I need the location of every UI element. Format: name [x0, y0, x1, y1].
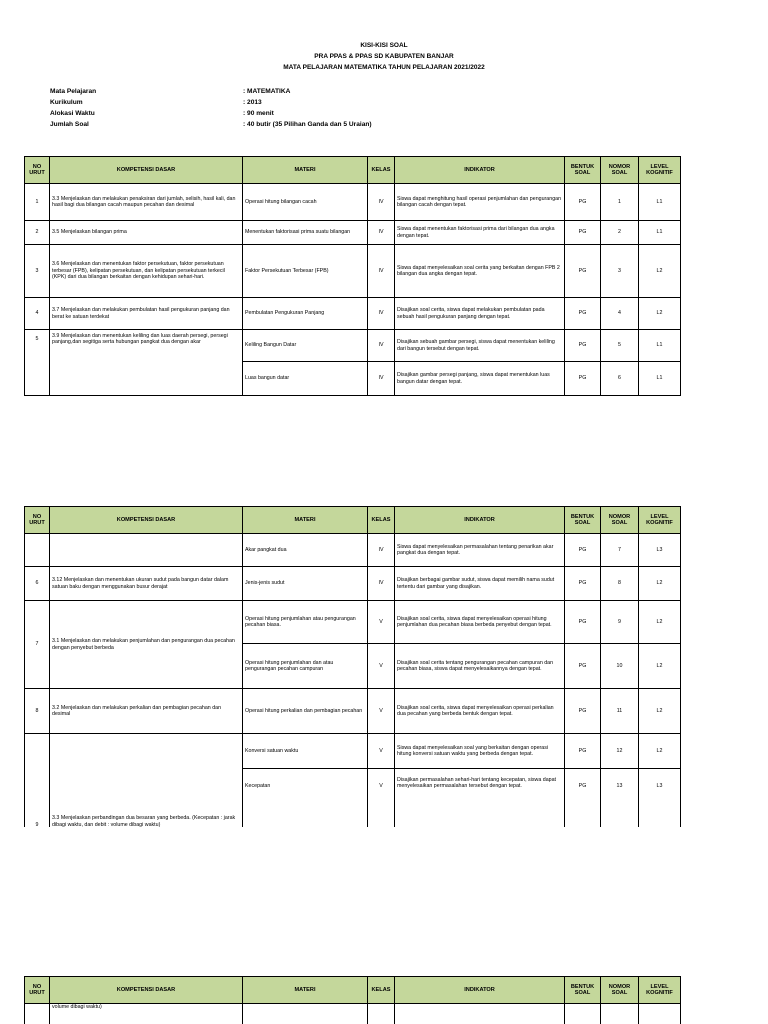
meta-value: : 40 butir (35 Pilihan Ganda dan 5 Uraian) [243, 121, 372, 128]
col-kelas: KELAS [368, 977, 395, 1004]
cell-bentuk: PG [565, 184, 601, 221]
cell-kd: 3.3 Menjelaskan dan melakukan penaksiran dari jumlah, selisih, hasil kali, dan hasil bagi dua bilangan cacah maupun pecahan dan desimal [50, 184, 243, 221]
cell-kd: 3.7 Menjelaskan dan melakukan pembulatan hasil pengukuran panjang dan berat ke satuan terdekat [50, 298, 243, 330]
cell-nomor: 11 [601, 689, 639, 734]
col-level: LEVEL KOGNITIF [639, 157, 681, 184]
cell-kelas: IV [368, 245, 395, 298]
cell-no: 7 [25, 601, 50, 689]
cell-kelas: V [368, 689, 395, 734]
col-no: NO URUT [25, 977, 50, 1004]
meta-label: Kurikulum [50, 99, 83, 106]
meta-value: : 2013 [243, 99, 262, 106]
cell-materi: Akar pangkat dua [243, 534, 368, 567]
cell-kelas: IV [368, 184, 395, 221]
page-3-region [0, 976, 768, 1024]
cell-nomor: 12 [601, 734, 639, 769]
cell-no: 2 [25, 221, 50, 245]
meta-value: : 90 menit [243, 110, 274, 117]
table-row [25, 184, 681, 221]
table-row [25, 534, 681, 567]
cell-level: L2 [639, 601, 681, 644]
cell-kd: 3.1 Menjelaskan dan melakukan penjumlahan dan pengurangan dua pecahan dengan penyebut berbeda [50, 601, 243, 689]
meta-value: : MATEMATIKA [243, 88, 291, 95]
cell-kd: 3.12 Menjelaskan dan menentukan ukuran sudut pada bangun datar dalam satuan baku dengan menggunakan busur derajat [50, 567, 243, 601]
col-kelas: KELAS [368, 507, 395, 534]
cell-kd [50, 534, 243, 567]
cell-indikator: Disajikan soal cerita, siswa dapat melakukan pembulatan pada sebuah hasil pengukuran panjang dengan tepat. [395, 298, 565, 330]
cell-level: L1 [639, 362, 681, 396]
cell-level: L1 [639, 221, 681, 245]
cell-level: L3 [639, 534, 681, 567]
col-bentuk: BENTUK SOAL [565, 157, 601, 184]
cell-kelas [368, 1004, 395, 1024]
cell-bentuk: PG [565, 567, 601, 601]
cell-kd: 3.3 Menjelaskan perbandingan dua besaran yang berbeda. (Kecepatan : jarak dibagi waktu, dan debit : volume dibagi waktu) [50, 734, 243, 828]
cell-kelas: IV [368, 221, 395, 245]
cell-bentuk: PG [565, 330, 601, 362]
kisi-table-page-1 [24, 156, 681, 396]
cell-indikator: Siswa dapat menghitung hasil operasi penjumlahan dan pengurangan bilangan cacah dengan tepat. [395, 184, 565, 221]
col-level: LEVEL KOGNITIF [639, 977, 681, 1004]
kisi-table-page-3 [24, 976, 681, 1024]
page-2-region [0, 506, 768, 827]
cell-indikator: Disajikan sebuah gambar persegi, siswa dapat menentukan keliling dari bangun tersebut dengan tepat. [395, 330, 565, 362]
table-row [25, 601, 681, 644]
cell-materi: Operasi hitung perkalian dan pembagian pecahan [243, 689, 368, 734]
table-row [25, 221, 681, 245]
col-indikator: INDIKATOR [395, 977, 565, 1004]
table-row [25, 1004, 681, 1024]
cell-materi: Operasi hitung penjumlahan dan atau pengurangan pecahan campuran [243, 644, 368, 689]
col-level: LEVEL KOGNITIF [639, 507, 681, 534]
cell-materi: Pembulatan Pengukuran Panjang [243, 298, 368, 330]
cell-indikator: Disajikan berbagai gambar sudut, siswa dapat memilih nama sudut tertentu dari gambar yang disajikan. [395, 567, 565, 601]
table-row [25, 734, 681, 769]
cell-materi: Kecepatan [243, 769, 368, 828]
cell-nomor: 5 [601, 330, 639, 362]
cell-no: 1 [25, 184, 50, 221]
cell-bentuk: PG [565, 221, 601, 245]
cell-kelas: V [368, 734, 395, 769]
col-bentuk: BENTUK SOAL [565, 977, 601, 1004]
table-row [25, 689, 681, 734]
cell-materi: Operasi hitung penjumlahan atau pengurangan pecahan biasa. [243, 601, 368, 644]
col-no: NO URUT [25, 507, 50, 534]
col-kelas: KELAS [368, 157, 395, 184]
col-materi: MATERI [243, 157, 368, 184]
cell-nomor: 13 [601, 769, 639, 828]
table-header-row [25, 977, 681, 1004]
cell-kelas: IV [368, 362, 395, 396]
table-row [25, 330, 681, 362]
col-nomor: NOMOR SOAL [601, 157, 639, 184]
cell-level: L2 [639, 734, 681, 769]
cell-no: 9 [25, 734, 50, 828]
cell-indikator: Disajikan soal cerita tentang pengurangan pecahan campuran dan pecahan biasa, siswa dapat menyelesaikannya dengan tepat. [395, 644, 565, 689]
cell-indikator [395, 1004, 565, 1024]
col-no: NO URUT [25, 157, 50, 184]
cell-materi: Jenis-jenis sudut [243, 567, 368, 601]
col-kd: KOMPETENSI DASAR [50, 157, 243, 184]
cell-no: 4 [25, 298, 50, 330]
cell-level: L2 [639, 567, 681, 601]
meta-label: Mata Pelajaran [50, 88, 97, 95]
table-row [25, 567, 681, 601]
cell-kelas: IV [368, 567, 395, 601]
cell-indikator: Disajikan soal cerita, siswa dapat menyelesaikan operasi hitung penjumlahan dua pecahan biasa berbeda penyebut dengan tepat. [395, 601, 565, 644]
cell-level: L2 [639, 689, 681, 734]
cell-bentuk: PG [565, 534, 601, 567]
cell-no [25, 1004, 50, 1024]
cell-materi: Keliling Bangun Datar [243, 330, 368, 362]
cell-level: L1 [639, 330, 681, 362]
meta-label: Alokasi Waktu [50, 110, 95, 117]
col-kd: KOMPETENSI DASAR [50, 507, 243, 534]
cell-nomor: 10 [601, 644, 639, 689]
cell-no: 6 [25, 567, 50, 601]
cell-level: L2 [639, 245, 681, 298]
cell-nomor: 7 [601, 534, 639, 567]
cell-bentuk: PG [565, 644, 601, 689]
table-row [25, 245, 681, 298]
cell-materi: Faktor Persekutuan Terbesar (FPB) [243, 245, 368, 298]
cell-materi: Luas bangun datar [243, 362, 368, 396]
cell-materi: Operasi hitung bilangan cacah [243, 184, 368, 221]
cell-bentuk: PG [565, 689, 601, 734]
cell-indikator: Disajikan soal cerita, siswa dapat menyelesaikan operasi perkalian dua pecahan yang berbeda bentuk dengan tepat. [395, 689, 565, 734]
cell-bentuk: PG [565, 734, 601, 769]
col-materi: MATERI [243, 507, 368, 534]
cell-indikator: Disajikan permasalahan sehari-hari tentang kecepatan, siswa dapat menyelesaikan permasalahan tersebut dengan tepat. [395, 769, 565, 828]
col-indikator: INDIKATOR [395, 507, 565, 534]
cell-kelas: IV [368, 298, 395, 330]
cell-level: L3 [639, 769, 681, 828]
cell-kd-continued: volume dibagi waktu) [50, 1004, 243, 1024]
cell-materi [243, 1004, 368, 1024]
cell-materi: Menentukan faktorisasi prima suatu bilangan [243, 221, 368, 245]
cell-level [639, 1004, 681, 1024]
cell-bentuk: PG [565, 298, 601, 330]
cell-kelas: V [368, 769, 395, 828]
meta-block [50, 87, 550, 132]
cell-nomor: 2 [601, 221, 639, 245]
doc-subtitle: PRA PPAS & PPAS SD KABUPATEN BANJAR [314, 53, 454, 60]
table-row [25, 298, 681, 330]
doc-title: KISI-KISI SOAL [360, 42, 408, 49]
col-nomor: NOMOR SOAL [601, 977, 639, 1004]
meta-label: Jumlah Soal [50, 121, 89, 128]
cell-nomor: 1 [601, 184, 639, 221]
cell-no: 8 [25, 689, 50, 734]
col-nomor: NOMOR SOAL [601, 507, 639, 534]
table-header-row [25, 157, 681, 184]
cell-level: L2 [639, 298, 681, 330]
cell-nomor: 4 [601, 298, 639, 330]
cell-indikator: Siswa dapat menentukan faktorisasi prima dari bilangan dua angka dengan tepat. [395, 221, 565, 245]
cell-bentuk: PG [565, 245, 601, 298]
doc-subtitle-2: MATA PELAJARAN MATEMATIKA TAHUN PELAJARAN 2021/2022 [283, 64, 485, 71]
cell-kelas: IV [368, 330, 395, 362]
cell-nomor: 3 [601, 245, 639, 298]
cell-no [25, 534, 50, 567]
cell-kd: 3.9 Menjelaskan dan menentukan keliling dan luas daerah persegi, persegi panjang,dan segitiga serta hubungan pangkat dua dengan akar [50, 330, 243, 396]
col-bentuk: BENTUK SOAL [565, 507, 601, 534]
table-header-row [25, 507, 681, 534]
cell-bentuk: PG [565, 601, 601, 644]
cell-nomor: 9 [601, 601, 639, 644]
col-kd: KOMPETENSI DASAR [50, 977, 243, 1004]
cell-bentuk [565, 1004, 601, 1024]
cell-bentuk: PG [565, 769, 601, 828]
cell-indikator: Siswa dapat menyelesaikan soal yang berkaitan dengan operasi hitung konversi satuan waktu yang berbeda dengan tepat. [395, 734, 565, 769]
cell-indikator: Siswa dapat menyelesaikan soal cerita yang berkaitan dengan FPB 2 bilangan dua angka dengan tepat. [395, 245, 565, 298]
cell-kelas: V [368, 601, 395, 644]
cell-kd: 3.5 Menjelaskan bilangan prima [50, 221, 243, 245]
cell-kelas: IV [368, 534, 395, 567]
col-materi: MATERI [243, 977, 368, 1004]
cell-kd: 3.2 Menjelaskan dan melakukan perkalian dan pembagian pecahan dan desimal [50, 689, 243, 734]
col-indikator: INDIKATOR [395, 157, 565, 184]
cell-kelas: V [368, 644, 395, 689]
cell-kd: 3.6 Menjelaskan dan menentukan faktor persekutuan, faktor persekutuan terbesar (FPB), kelipatan persekutuan, dan kelipatan persekutuan terkecil (KPK) dari dua bilangan berkaitan dengan kehidupan sehari-hari. [50, 245, 243, 298]
kisi-table-page-2 [24, 506, 681, 827]
cell-indikator: Siswa dapat menyelesaikan permasalahan tentang penarikan akar pangkat dua dengan tepat. [395, 534, 565, 567]
cell-indikator: Disajikan gambar persegi panjang, siswa dapat menentukan luas bangun datar dengan tepat. [395, 362, 565, 396]
cell-no: 3 [25, 245, 50, 298]
cell-nomor: 8 [601, 567, 639, 601]
cell-materi: Konversi satuan waktu [243, 734, 368, 769]
cell-no: 5 [25, 330, 50, 396]
cell-nomor: 6 [601, 362, 639, 396]
cell-level: L1 [639, 184, 681, 221]
cell-nomor [601, 1004, 639, 1024]
cell-level: L2 [639, 644, 681, 689]
cell-bentuk: PG [565, 362, 601, 396]
